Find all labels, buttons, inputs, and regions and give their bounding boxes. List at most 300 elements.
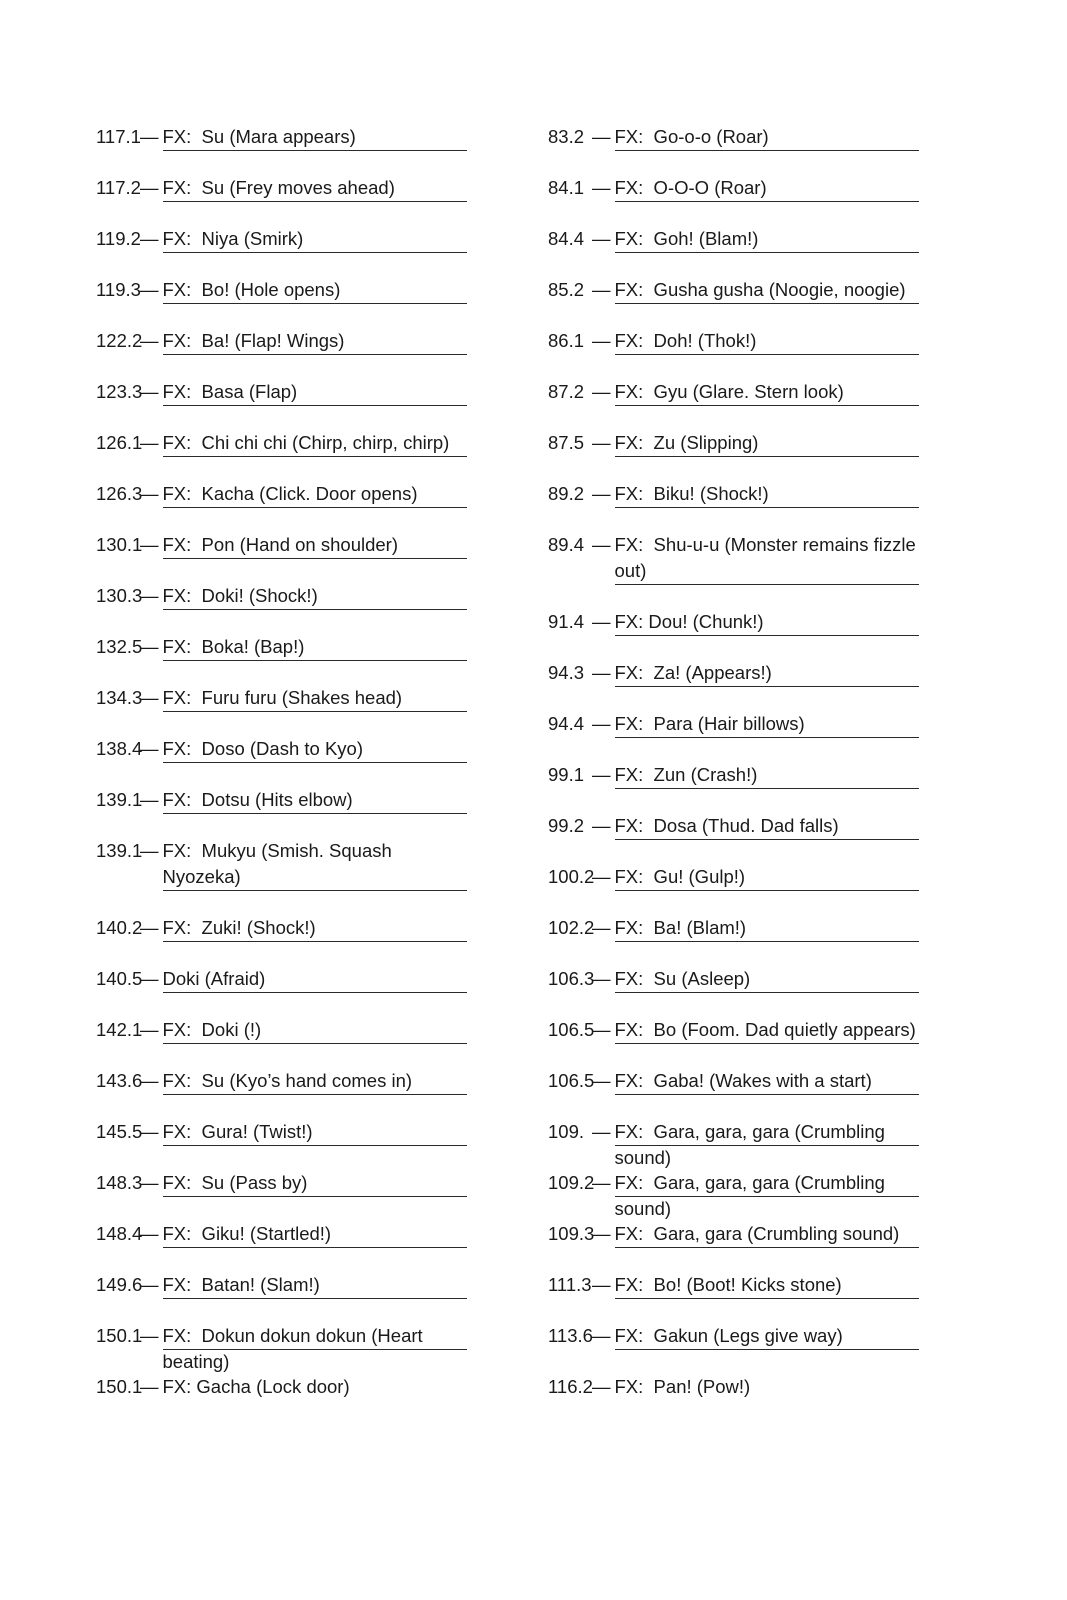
underline-rule <box>615 686 920 687</box>
fx-description <box>615 1374 920 1425</box>
fx-entry <box>96 1221 467 1272</box>
underline-rule <box>163 660 468 661</box>
fx-text: FX: Basa (Flap) <box>162 381 298 402</box>
underline-rule <box>615 252 920 253</box>
fx-description <box>163 430 468 481</box>
underline-rule <box>163 711 468 712</box>
underline-rule <box>163 941 468 942</box>
em-dash-separator: — <box>140 1376 159 1397</box>
fx-entry <box>96 379 467 430</box>
fx-text: FX: Goh! (Blam!) <box>614 228 759 249</box>
fx-text: FX: Furu furu (Shakes head) <box>162 687 403 708</box>
fx-description <box>615 430 920 481</box>
em-dash-separator: — <box>592 126 611 147</box>
fx-entry <box>548 124 919 175</box>
underline-rule <box>615 839 920 840</box>
fx-entry <box>548 532 919 609</box>
em-dash-separator: — <box>140 585 159 606</box>
underline-rule <box>163 813 468 814</box>
underline-rule <box>163 609 468 610</box>
underline-rule <box>615 941 920 942</box>
page-panel-number: 106.5 <box>548 1019 595 1040</box>
fx-entry <box>548 1017 919 1068</box>
fx-text: FX: Boka! (Bap!) <box>162 636 305 657</box>
fx-entry <box>548 1272 919 1323</box>
em-dash-separator: — <box>592 713 611 734</box>
em-dash-separator: — <box>140 687 159 708</box>
underline-rule <box>615 1145 920 1146</box>
page-panel-number: 139.1 <box>96 789 143 810</box>
page-panel-number: 132.5 <box>96 636 143 657</box>
fx-entry <box>96 481 467 532</box>
em-dash-separator: — <box>140 1172 159 1193</box>
page-panel-number: 106.3 <box>548 968 595 989</box>
underline-rule <box>163 1043 468 1044</box>
fx-text: FX: Ba! (Flap! Wings) <box>162 330 345 351</box>
fx-description <box>163 736 468 787</box>
page-panel-number: 102.2 <box>548 917 595 938</box>
page-panel-number: 126.1 <box>96 432 143 453</box>
fx-entry <box>548 711 919 762</box>
em-dash-separator: — <box>140 1070 159 1091</box>
fx-description <box>615 1119 920 1170</box>
fx-entry <box>96 277 467 328</box>
page-panel-number: 87.5 <box>548 432 585 453</box>
fx-description <box>615 175 920 226</box>
em-dash-separator: — <box>592 534 611 555</box>
underline-rule <box>163 507 468 508</box>
underline-rule <box>615 635 920 636</box>
fx-entry <box>548 175 919 226</box>
fx-entry <box>96 966 467 1017</box>
em-dash-separator: — <box>592 1274 611 1295</box>
underline-rule <box>163 1196 468 1197</box>
fx-description <box>615 660 920 711</box>
underline-rule <box>615 456 920 457</box>
page-panel-number: 150.1 <box>96 1376 143 1397</box>
page-panel-number: 140.5 <box>96 968 143 989</box>
fx-text: FX: Gara, gara (Crumbling sound) <box>614 1223 900 1244</box>
fx-entry <box>548 430 919 481</box>
fx-text: FX: Gakun (Legs give way) <box>614 1325 843 1346</box>
underline-rule <box>615 1298 920 1299</box>
page-panel-number: 113.6 <box>548 1325 593 1346</box>
em-dash-separator: — <box>140 917 159 938</box>
fx-description <box>615 277 920 328</box>
em-dash-separator: — <box>140 1325 159 1346</box>
fx-text: FX: Bo! (Hole opens) <box>162 279 341 300</box>
page-panel-number: 142.1 <box>96 1019 143 1040</box>
fx-entry <box>96 532 467 583</box>
fx-description <box>163 787 468 838</box>
em-dash-separator: — <box>592 1172 611 1193</box>
fx-description <box>615 328 920 379</box>
em-dash-separator: — <box>140 1019 159 1040</box>
fx-description <box>615 1017 920 1068</box>
fx-text: FX: Giku! (Startled!) <box>162 1223 332 1244</box>
fx-text: FX: Bo! (Boot! Kicks stone) <box>614 1274 842 1295</box>
fx-description <box>615 915 920 966</box>
page-panel-number: 143.6 <box>96 1070 143 1091</box>
underline-rule <box>163 1298 468 1299</box>
fx-description <box>615 762 920 813</box>
em-dash-separator: — <box>140 968 159 989</box>
fx-description <box>163 966 468 1017</box>
fx-text: FX: Dotsu (Hits elbow) <box>162 789 353 810</box>
fx-entry <box>548 966 919 1017</box>
fx-entry <box>96 1323 467 1374</box>
fx-description <box>163 915 468 966</box>
em-dash-separator: — <box>140 1223 159 1244</box>
fx-description <box>615 379 920 430</box>
fx-text: FX: Batan! (Slam!) <box>162 1274 320 1295</box>
em-dash-separator: — <box>140 330 159 351</box>
fx-text: FX: Su (Kyo’s hand comes in) <box>162 1070 413 1091</box>
underline-rule <box>163 252 468 253</box>
underline-rule <box>163 762 468 763</box>
fx-description <box>163 583 468 634</box>
fx-description <box>615 1170 920 1221</box>
page-panel-number: 109.2 <box>548 1172 595 1193</box>
fx-text: FX: Para (Hair billows) <box>614 713 805 734</box>
underline-rule <box>615 992 920 993</box>
fx-description <box>163 532 468 583</box>
fx-description <box>615 864 920 915</box>
fx-entry <box>96 430 467 481</box>
page-panel-number: 122.2 <box>96 330 143 351</box>
page-panel-number: 87.2 <box>548 381 585 402</box>
fx-text: FX: Zuki! (Shock!) <box>162 917 316 938</box>
fx-text: FX: Dosa (Thud. Dad falls) <box>614 815 839 836</box>
em-dash-separator: — <box>140 789 159 810</box>
em-dash-separator: — <box>140 738 159 759</box>
em-dash-separator: — <box>140 381 159 402</box>
em-dash-separator: — <box>592 279 611 300</box>
em-dash-separator: — <box>592 968 611 989</box>
fx-text: FX: Chi chi chi (Chirp, chirp, chirp) <box>162 432 450 453</box>
page-panel-number: 117.2 <box>96 177 141 198</box>
underline-rule <box>163 405 468 406</box>
page-panel-number: 134.3 <box>96 687 143 708</box>
fx-entry <box>548 1068 919 1119</box>
fx-description <box>163 1323 468 1374</box>
page-panel-number: 86.1 <box>548 330 585 351</box>
fx-entry <box>548 226 919 277</box>
fx-text: Doki (Afraid) <box>162 968 266 989</box>
fx-description <box>163 1374 468 1425</box>
em-dash-separator: — <box>140 1121 159 1142</box>
underline-rule <box>615 303 920 304</box>
fx-text: FX: Doki (!) <box>162 1019 262 1040</box>
fx-entry <box>548 1170 919 1221</box>
page-panel-number: 111.3 <box>548 1274 592 1295</box>
em-dash-separator: — <box>592 1223 611 1244</box>
fx-description <box>163 379 468 430</box>
fx-entry <box>548 481 919 532</box>
page-panel-number: 91.4 <box>548 611 585 632</box>
fx-description <box>163 328 468 379</box>
em-dash-separator: — <box>140 177 159 198</box>
underline-rule <box>163 1145 468 1146</box>
fx-description <box>163 634 468 685</box>
underline-rule <box>163 456 468 457</box>
fx-entry <box>96 1170 467 1221</box>
em-dash-separator: — <box>592 815 611 836</box>
page-panel-number: 117.1 <box>96 126 141 147</box>
fx-text: FX: Za! (Appears!) <box>614 662 772 683</box>
left-column <box>96 124 467 1425</box>
page-panel-number: 99.1 <box>548 764 585 785</box>
underline-rule <box>163 354 468 355</box>
page-panel-number: 83.2 <box>548 126 585 147</box>
underline-rule <box>163 1349 468 1350</box>
em-dash-separator: — <box>140 534 159 555</box>
fx-text: FX: Biku! (Shock!) <box>614 483 769 504</box>
page-panel-number: 84.4 <box>548 228 585 249</box>
fx-description <box>615 532 920 609</box>
fx-text: FX: Doso (Dash to Kyo) <box>162 738 363 759</box>
fx-text: FX: Gacha (Lock door) <box>162 1376 350 1397</box>
fx-text: FX: O-O-O (Roar) <box>614 177 767 198</box>
em-dash-separator: — <box>592 381 611 402</box>
page-panel-number: 148.4 <box>96 1223 143 1244</box>
em-dash-separator: — <box>140 279 159 300</box>
fx-text: FX: Su (Pass by) <box>162 1172 308 1193</box>
fx-description <box>615 226 920 277</box>
fx-text: FX: Doki! (Shock!) <box>162 585 318 606</box>
underline-rule <box>615 201 920 202</box>
fx-entry <box>548 379 919 430</box>
fx-description <box>163 1068 468 1119</box>
fx-entry <box>548 1374 919 1425</box>
underline-rule <box>615 405 920 406</box>
em-dash-separator: — <box>592 1376 611 1397</box>
page-panel-number: 109.3 <box>548 1223 595 1244</box>
fx-entry <box>96 328 467 379</box>
em-dash-separator: — <box>140 1274 159 1295</box>
em-dash-separator: — <box>592 764 611 785</box>
page-panel-number: 148.3 <box>96 1172 143 1193</box>
fx-entry <box>96 1017 467 1068</box>
em-dash-separator: — <box>592 1070 611 1091</box>
em-dash-separator: — <box>592 866 611 887</box>
fx-entry <box>96 175 467 226</box>
fx-entry <box>96 736 467 787</box>
page-panel-number: 119.3 <box>96 279 141 300</box>
em-dash-separator: — <box>140 228 159 249</box>
underline-rule <box>615 507 920 508</box>
fx-text: FX: Go-o-o (Roar) <box>614 126 769 147</box>
em-dash-separator: — <box>592 611 611 632</box>
underline-rule <box>615 1094 920 1095</box>
page-panel-number: 89.4 <box>548 534 585 555</box>
fx-entry <box>548 1323 919 1374</box>
fx-text: FX: Shu-u-u (Monster remains fizzle out) <box>614 534 921 581</box>
fx-entry <box>96 583 467 634</box>
fx-text: FX: Doh! (Thok!) <box>614 330 757 351</box>
fx-description <box>163 685 468 736</box>
em-dash-separator: — <box>592 483 611 504</box>
right-column <box>548 124 919 1425</box>
fx-entry <box>548 609 919 660</box>
page-panel-number: 145.5 <box>96 1121 143 1142</box>
fx-description <box>615 481 920 532</box>
em-dash-separator: — <box>592 1121 611 1142</box>
page-panel-number: 130.1 <box>96 534 143 555</box>
fx-text: FX: Zun (Crash!) <box>614 764 758 785</box>
em-dash-separator: — <box>140 432 159 453</box>
fx-entry <box>96 1272 467 1323</box>
fx-text: FX: Mukyu (Smish. Squash Nyozeka) <box>162 840 397 887</box>
fx-text: FX: Su (Asleep) <box>614 968 751 989</box>
page-panel-number: 139.1 <box>96 840 143 861</box>
em-dash-separator: — <box>140 483 159 504</box>
page-panel-number: 84.1 <box>548 177 585 198</box>
fx-text: FX: Dokun dokun dokun (Heart beating) <box>162 1325 428 1372</box>
fx-entry <box>96 1374 467 1425</box>
page-panel-number: 89.2 <box>548 483 585 504</box>
underline-rule <box>163 150 468 151</box>
underline-rule <box>163 890 468 891</box>
fx-entry <box>96 124 467 175</box>
fx-entry <box>548 277 919 328</box>
underline-rule <box>615 788 920 789</box>
em-dash-separator: — <box>140 126 159 147</box>
fx-description <box>163 175 468 226</box>
page-panel-number: 126.3 <box>96 483 143 504</box>
fx-description <box>163 1119 468 1170</box>
underline-rule <box>615 737 920 738</box>
fx-entry <box>96 685 467 736</box>
underline-rule <box>163 992 468 993</box>
fx-description <box>615 1221 920 1272</box>
fx-entry <box>548 762 919 813</box>
em-dash-separator: — <box>592 917 611 938</box>
fx-entry <box>96 1068 467 1119</box>
fx-text: FX: Su (Mara appears) <box>162 126 356 147</box>
fx-entry <box>96 634 467 685</box>
em-dash-separator: — <box>592 662 611 683</box>
fx-description <box>615 1068 920 1119</box>
fx-text: FX: Zu (Slipping) <box>614 432 759 453</box>
fx-text: FX: Pan! (Pow!) <box>614 1376 751 1397</box>
fx-description <box>615 1272 920 1323</box>
fx-description <box>163 226 468 277</box>
fx-description <box>615 124 920 175</box>
fx-description <box>163 838 468 915</box>
underline-rule <box>615 1196 920 1197</box>
fx-text: FX: Gusha gusha (Noogie, noogie) <box>614 279 906 300</box>
underline-rule <box>615 1043 920 1044</box>
em-dash-separator: — <box>592 177 611 198</box>
fx-entry <box>96 226 467 277</box>
em-dash-separator: — <box>140 840 159 861</box>
em-dash-separator: — <box>592 228 611 249</box>
em-dash-separator: — <box>592 330 611 351</box>
fx-text: FX: Ba! (Blam!) <box>614 917 747 938</box>
fx-text: FX: Bo (Foom. Dad quietly appears) <box>614 1019 916 1040</box>
page-panel-number: 123.3 <box>96 381 143 402</box>
fx-text: FX: Gara, gara, gara (Crumbling sound) <box>614 1172 891 1219</box>
underline-rule <box>615 1247 920 1248</box>
fx-text: FX: Gura! (Twist!) <box>162 1121 313 1142</box>
fx-entry <box>96 787 467 838</box>
underline-rule <box>615 584 920 585</box>
fx-description <box>163 1170 468 1221</box>
page-panel-number: 85.2 <box>548 279 585 300</box>
fx-description <box>163 124 468 175</box>
fx-text: FX: Gu! (Gulp!) <box>614 866 746 887</box>
fx-text: FX: Dou! (Chunk!) <box>614 611 764 632</box>
underline-rule <box>163 558 468 559</box>
fx-text: FX: Gyu (Glare. Stern look) <box>614 381 844 402</box>
fx-entry <box>548 660 919 711</box>
fx-description <box>163 1221 468 1272</box>
page-panel-number: 116.2 <box>548 1376 593 1397</box>
fx-entry <box>548 915 919 966</box>
fx-description <box>615 1323 920 1374</box>
fx-entry <box>96 915 467 966</box>
page-panel-number: 150.1 <box>96 1325 143 1346</box>
page-panel-number: 106.5 <box>548 1070 595 1091</box>
underline-rule <box>163 201 468 202</box>
fx-entry <box>96 838 467 915</box>
em-dash-separator: — <box>592 432 611 453</box>
fx-entry <box>548 864 919 915</box>
underline-rule <box>163 1094 468 1095</box>
fx-text: FX: Niya (Smirk) <box>162 228 304 249</box>
fx-text: FX: Gaba! (Wakes with a start) <box>614 1070 872 1091</box>
page-panel-number: 140.2 <box>96 917 143 938</box>
page-panel-number: 94.3 <box>548 662 585 683</box>
fx-entry <box>548 1119 919 1170</box>
fx-description <box>163 481 468 532</box>
underline-rule <box>615 354 920 355</box>
fx-text: FX: Pon (Hand on shoulder) <box>162 534 398 555</box>
fx-description <box>615 609 920 660</box>
fx-entry <box>548 1221 919 1272</box>
page-panel-number: 149.6 <box>96 1274 143 1295</box>
em-dash-separator: — <box>592 1019 611 1040</box>
fx-description <box>615 966 920 1017</box>
fx-description <box>163 1272 468 1323</box>
page-panel-number: 138.4 <box>96 738 143 759</box>
page-panel-number: 109. <box>548 1121 585 1142</box>
em-dash-separator: — <box>140 636 159 657</box>
fx-text: FX: Kacha (Click. Door opens) <box>162 483 418 504</box>
page-panel-number: 99.2 <box>548 815 585 836</box>
page-panel-number: 100.2 <box>548 866 595 887</box>
underline-rule <box>615 150 920 151</box>
underline-rule <box>163 1247 468 1248</box>
fx-description <box>163 277 468 328</box>
fx-description <box>615 813 920 864</box>
fx-entry <box>548 328 919 379</box>
fx-text: FX: Su (Frey moves ahead) <box>162 177 395 198</box>
em-dash-separator: — <box>592 1325 611 1346</box>
underline-rule <box>615 1349 920 1350</box>
fx-text: FX: Gara, gara, gara (Crumbling sound) <box>614 1121 891 1168</box>
fx-entry <box>548 813 919 864</box>
underline-rule <box>163 303 468 304</box>
fx-entry <box>96 1119 467 1170</box>
page-panel-number: 130.3 <box>96 585 143 606</box>
page-panel-number: 119.2 <box>96 228 141 249</box>
page-panel-number: 94.4 <box>548 713 585 734</box>
fx-description <box>163 1017 468 1068</box>
fx-description <box>615 711 920 762</box>
underline-rule <box>615 890 920 891</box>
